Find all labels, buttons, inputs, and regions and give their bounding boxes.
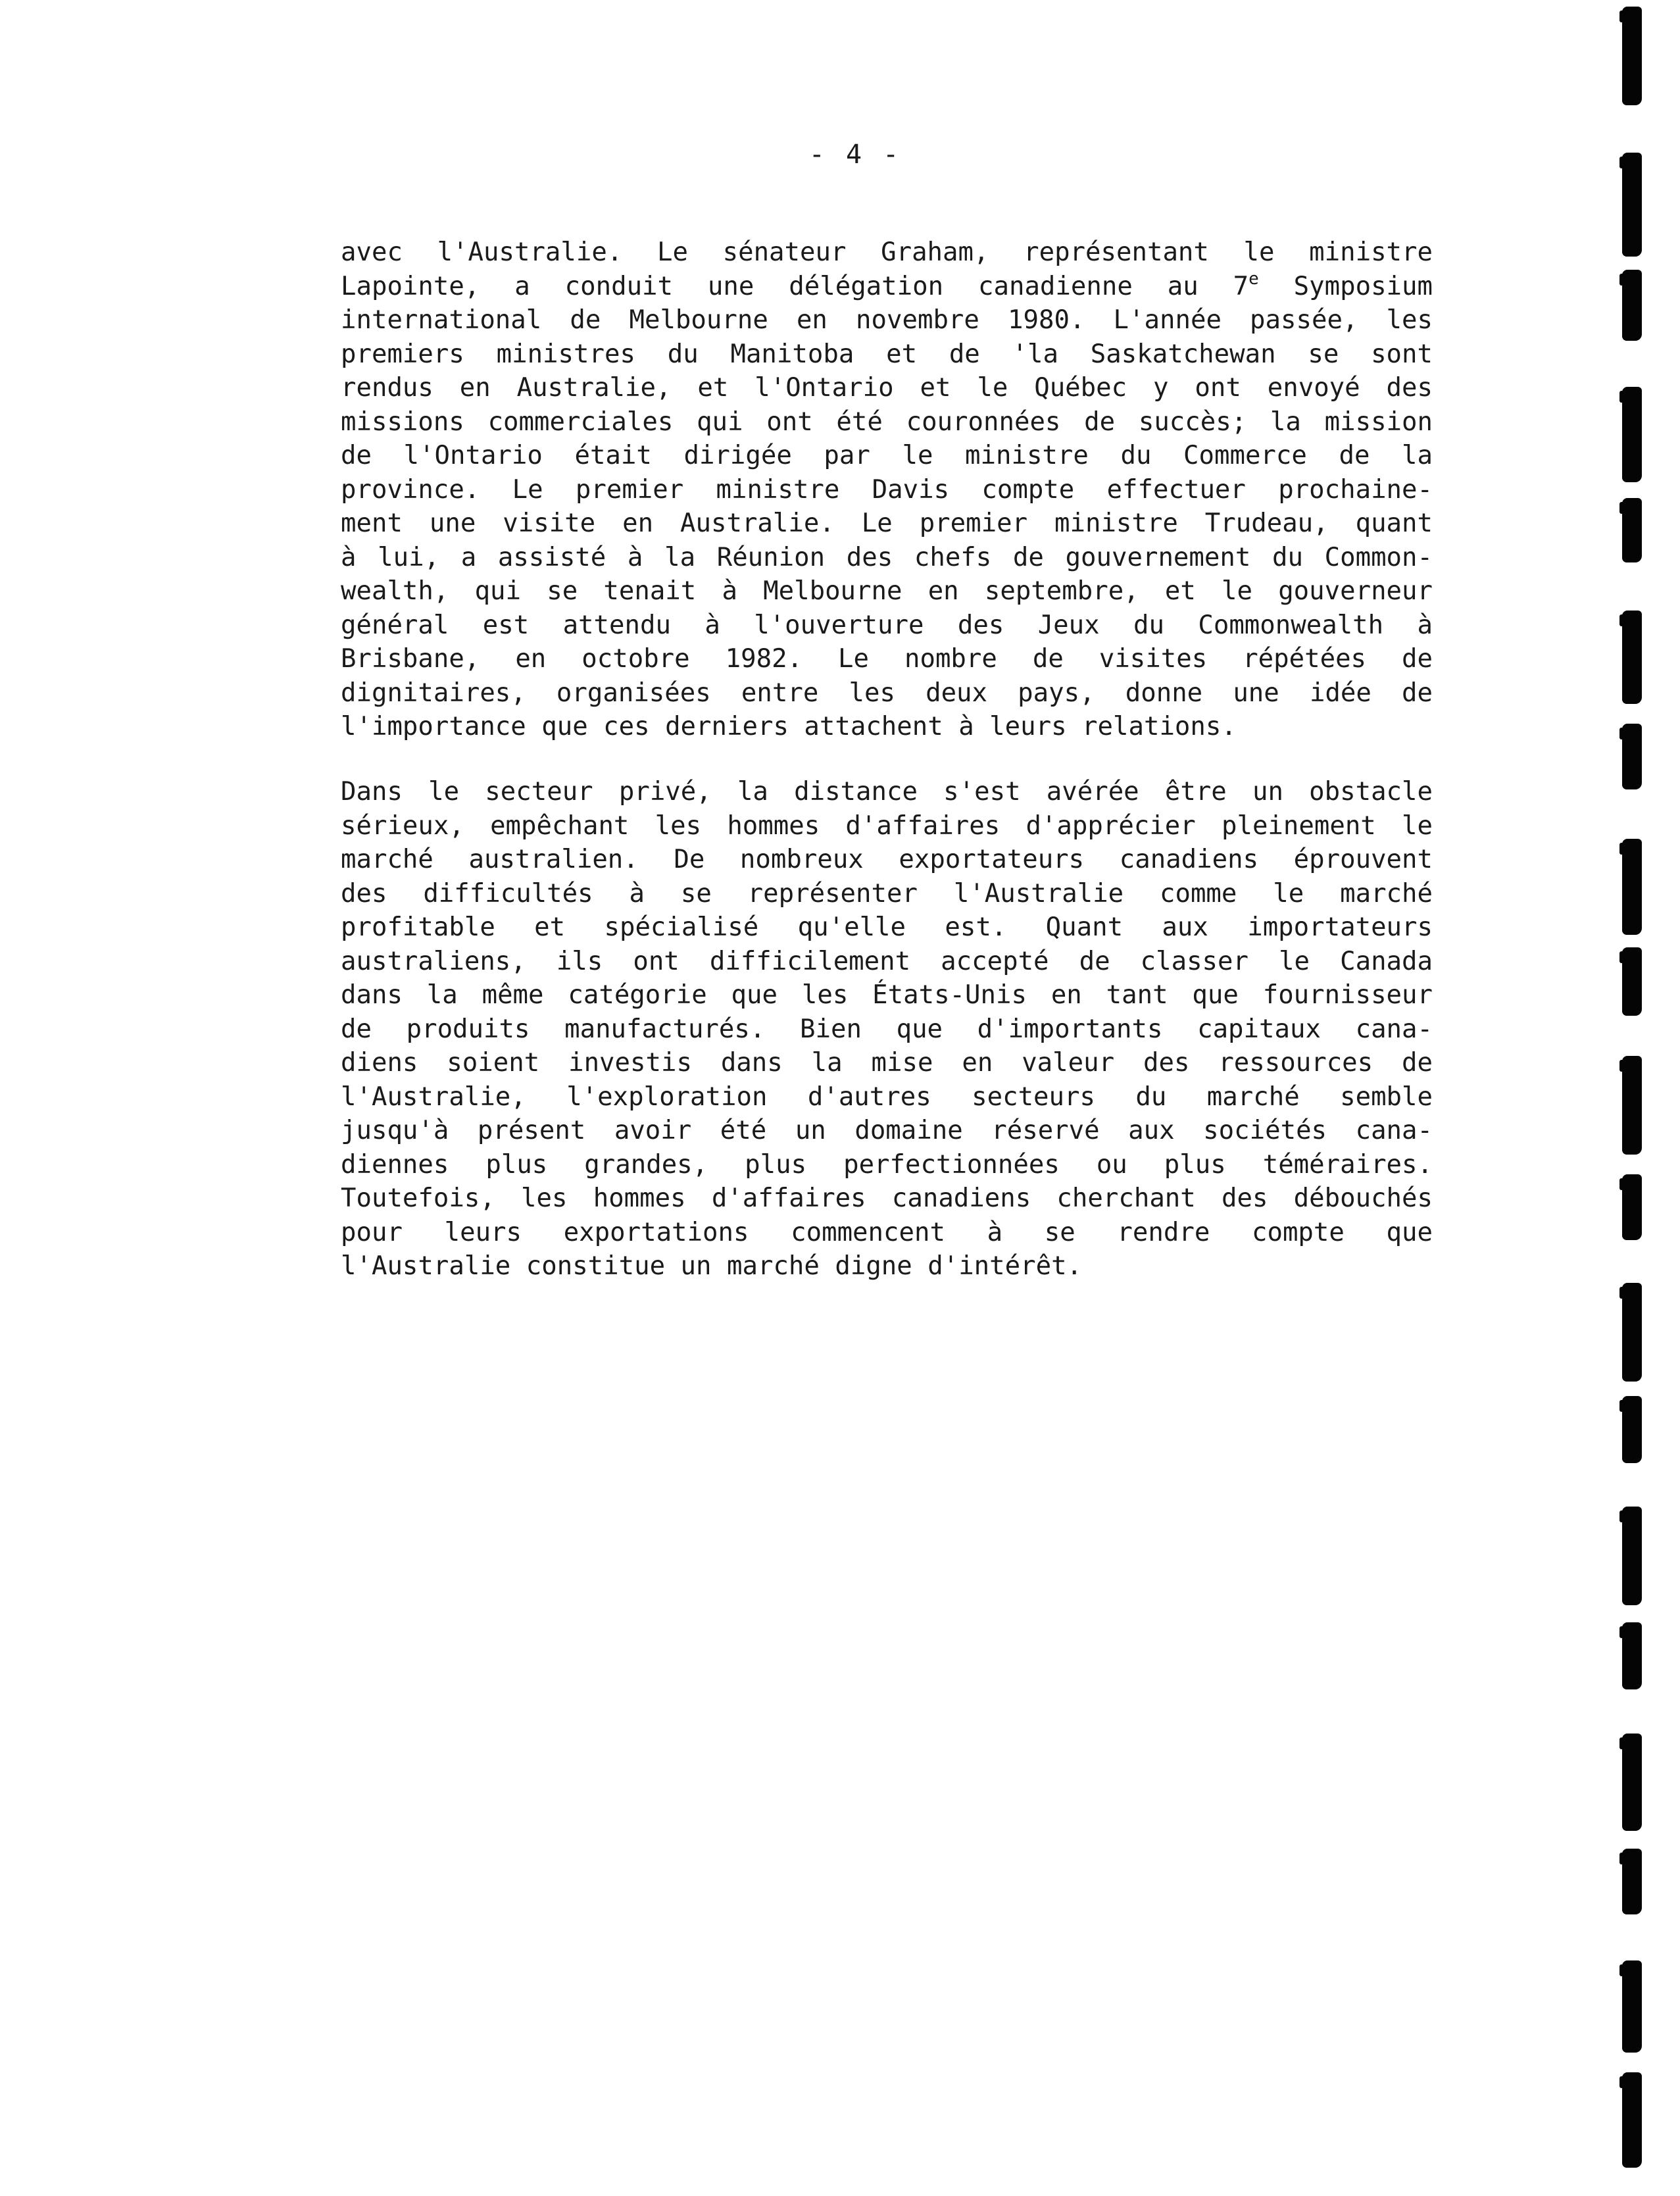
text-line: province. Le premier ministre Davis compte effectuer prochaine- xyxy=(341,474,1433,505)
text-line: à lui, a assisté à la Réunion des chefs de gouvernement du Common- xyxy=(341,542,1433,572)
binding-hole xyxy=(1622,1960,1642,2053)
binding-hole xyxy=(1622,1622,1642,1689)
text-line: dans la même catégorie que les États-Unis en tant que fournisseur xyxy=(341,980,1433,1010)
binding-hole xyxy=(1622,611,1642,704)
text-line: de produits manufacturés. Bien que d'importants capitaux cana- xyxy=(341,1014,1433,1044)
text-line: sérieux, empêchant les hommes d'affaires d'apprécier pleinement le xyxy=(341,811,1433,841)
binding-hole xyxy=(1622,7,1642,105)
text-segment: Symposium xyxy=(1258,271,1433,301)
binding-hole xyxy=(1622,1174,1642,1240)
text-line: Brisbane, en octobre 1982. Le nombre de visites répétées de xyxy=(341,644,1433,674)
text-line: des difficultés à se représenter l'Australie comme le marché xyxy=(341,878,1433,909)
superscript: e xyxy=(1248,268,1259,289)
text-line: l'Australie, l'exploration d'autres secteurs du marché semble xyxy=(341,1082,1433,1112)
binding-hole xyxy=(1622,1396,1642,1463)
text-line: missions commerciales qui ont été couronnées de succès; la mission xyxy=(341,407,1433,437)
text-line: diens soient investis dans la mise en valeur des ressources de xyxy=(341,1048,1433,1078)
text-line: général est attendu à l'ouverture des Jeux du Commonwealth à xyxy=(341,610,1433,640)
text-line: dignitaires, organisées entre les deux pays, donne une idée de xyxy=(341,678,1433,708)
binding-hole xyxy=(1622,1056,1642,1155)
binding-hole xyxy=(1622,270,1642,341)
binding-strip xyxy=(1608,0,1660,2196)
text-line: profitable et spécialisé qu'elle est. Quant aux importateurs xyxy=(341,912,1433,942)
text-line: australiens, ils ont difficilement accepté de classer le Canada xyxy=(341,946,1433,976)
binding-hole xyxy=(1622,2072,1642,2168)
text-line: l'importance que ces derniers attachent à leurs relations. xyxy=(341,712,1237,741)
text-line: ment une visite en Australie. Le premier ministre Trudeau, quant xyxy=(341,509,1433,538)
text-line: premiers ministres du Manitoba et de 'la Saskatchewan se sont xyxy=(341,339,1433,369)
text-line: diennes plus grandes, plus perfectionnées ou plus téméraires. xyxy=(341,1149,1433,1180)
text-line xyxy=(341,270,1433,304)
text-line: marché australien. De nombreux exportateurs canadiens éprouvent xyxy=(341,845,1433,874)
text-line: de l'Ontario était dirigée par le ministre du Commerce de la xyxy=(341,441,1433,470)
binding-hole xyxy=(1622,1734,1642,1831)
text-line: jusqu'à présent avoir été un domaine réservé aux sociétés cana- xyxy=(341,1116,1433,1145)
binding-hole xyxy=(1622,1849,1642,1914)
paragraph-2 xyxy=(341,775,1433,1284)
paragraph-1 xyxy=(341,236,1433,744)
binding-hole xyxy=(1622,839,1642,935)
text-line: rendus en Australie, et l'Ontario et le Québec y ont envoyé des xyxy=(341,373,1433,403)
binding-hole xyxy=(1622,1283,1642,1382)
page-number: - 4 - xyxy=(808,139,902,170)
text-segment: Lapointe, a conduit une délégation canadienne au 7 xyxy=(341,271,1249,301)
text-line: avec l'Australie. Le sénateur Graham, représentant le ministre xyxy=(341,237,1433,267)
text-line: international de Melbourne en novembre 1980. L'année passée, les xyxy=(341,305,1433,335)
text-line: pour leurs exportations commencent à se rendre compte que xyxy=(341,1217,1433,1247)
text-line: l'Australie constitue un marché digne d'intérêt. xyxy=(341,1251,1083,1281)
binding-hole xyxy=(1622,1507,1642,1605)
text-line: wealth, qui se tenait à Melbourne en septembre, et le gouverneur xyxy=(341,576,1433,606)
binding-hole xyxy=(1622,947,1642,1016)
binding-hole xyxy=(1622,387,1642,482)
binding-hole xyxy=(1622,724,1642,789)
binding-hole xyxy=(1622,498,1642,562)
binding-hole xyxy=(1622,153,1642,257)
text-line: Toutefois, les hommes d'affaires canadiens cherchant des débouchés xyxy=(341,1184,1433,1213)
text-line: Dans le secteur privé, la distance s'est avérée être un obstacle xyxy=(341,777,1433,807)
